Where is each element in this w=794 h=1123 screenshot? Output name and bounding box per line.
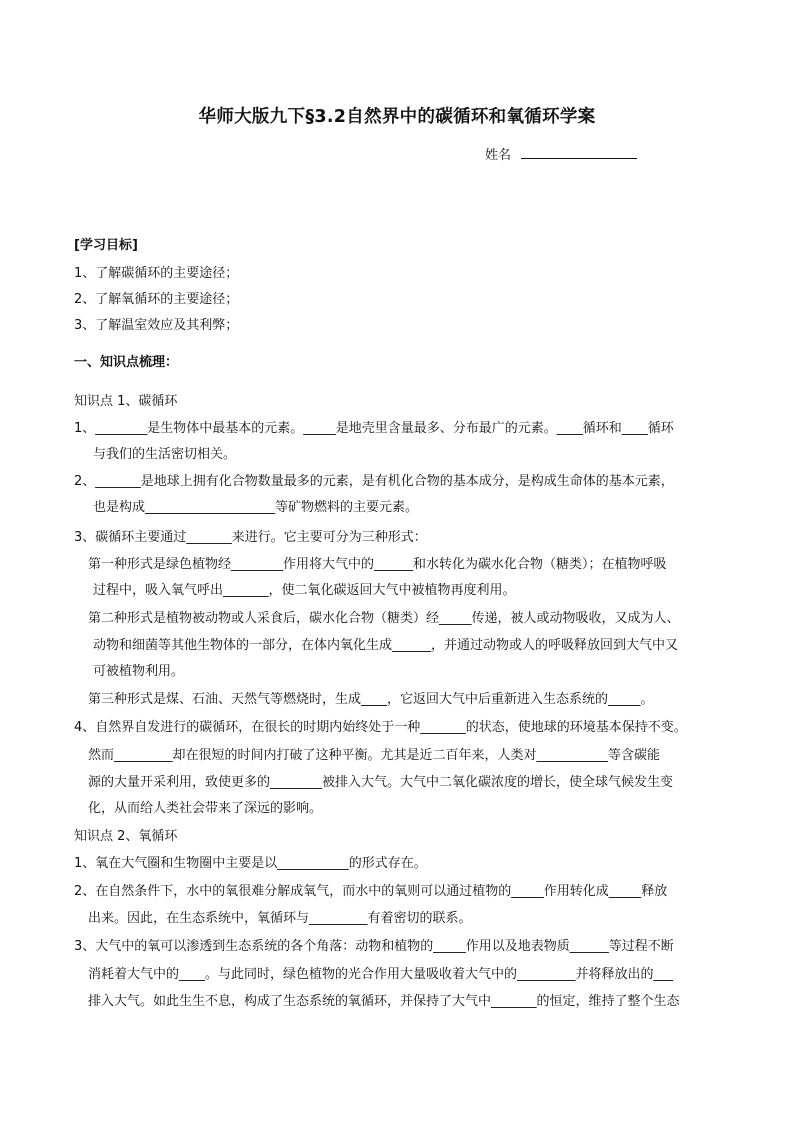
text-line: 3、碳循环主要通过_______来进行。它主要可分为三种形式： <box>74 530 427 545</box>
page-title: 华师大版九下§3.2自然界中的碳循环和氧循环学案 <box>198 107 596 127</box>
text-line: 2、_______是地球上拥有化合物数量最多的元素，是有机化合物的基本成分，是构成生命体的基本元素， <box>74 474 674 489</box>
text-line: 也是构成____________________等矿物燃料的主要元素。 <box>93 500 419 515</box>
text-line: 第一种形式是绿色植物经________作用将大气中的______和水转化为碳水化合物（糖类）；在植物呼吸 <box>88 557 667 572</box>
name-field <box>485 144 637 163</box>
text-line: 1、________是生物体中最基本的元素。_____是地壳里含量最多、分布最广的元素。____循环和____循环 <box>74 421 674 436</box>
text-line: 1、氧在大气圈和生物圈中主要是以___________的形式存在。 <box>74 856 427 871</box>
text-line: 动物和细菌等其他生物体的一部分，在体内氧化生成______，并通过动物或人的呼吸释放回到大气中又 <box>93 638 679 653</box>
goal-item: 2、了解氧循环的主要途径； <box>74 292 239 307</box>
goal-item: 1、了解碳循环的主要途径； <box>74 266 239 281</box>
text-line: 4、自然界自发进行的碳循环，在很长的时期内始终处于一种_______的状态，使地球的环境基本保持不变。 <box>74 720 687 735</box>
text-line: 第二种形式是植物被动物或人采食后，碳水化合物（糖类）经_____传递，被人或动物吸收，又成为人、 <box>88 611 680 626</box>
goal-item: 3、了解温室效应及其利弊； <box>74 318 239 333</box>
name-blank <box>521 146 637 159</box>
text-line: 可被植物利用。 <box>93 664 185 679</box>
text-line: 过程中，吸入氧气呼出_______，使二氧化碳返回大气中被植物再度利用。 <box>93 583 516 598</box>
section-heading: 一、知识点梳理： <box>74 355 179 370</box>
text-line: 源的大量开采利用，致使更多的________被排入大气。大气中二氧化碳浓度的增长，使全球气候发生变 <box>88 775 674 790</box>
text-line: 排入大气。如此生生不息，构成了生态系统的氧循环，并保持了大气中_______的恒定，维持了整个生态 <box>88 994 680 1009</box>
text-line: 与我们的生活密切相关。 <box>93 447 237 462</box>
knowledge-point-title: 知识点 1、碳循环 <box>74 394 178 409</box>
name-label: 姓名 <box>485 148 512 163</box>
text-line: 2、在自然条件下，水中的氧很难分解成氧气，而水中的氧则可以通过植物的_____作用转化成_____释放 <box>74 884 668 899</box>
text-line: 化，从而给人类社会带来了深远的影响。 <box>88 801 323 816</box>
text-line: 然而_________却在很短的时间内打破了这种平衡。尤其是近二百年来，人类对___________等含碳能 <box>88 748 661 763</box>
goals-heading: [学习目标] <box>74 238 138 253</box>
text-line: 第三种形式是煤、石油、天然气等燃烧时，生成____，它返回大气中后重新进入生态系统的_____。 <box>88 692 654 707</box>
text-line: 消耗着大气中的____。与此同时，绿色植物的光合作用大量吸收着大气中的_________并将释放出的___ <box>88 967 674 982</box>
text-line: 3、大气中的氧可以渗透到生态系统的各个角落：动物和植物的_____作用以及地表物质______等过程不断 <box>74 939 674 954</box>
text-line: 出来。因此，在生态系统中，氧循环与_________有着密切的联系。 <box>88 911 472 926</box>
knowledge-point-title: 知识点 2、氧循环 <box>74 829 178 844</box>
